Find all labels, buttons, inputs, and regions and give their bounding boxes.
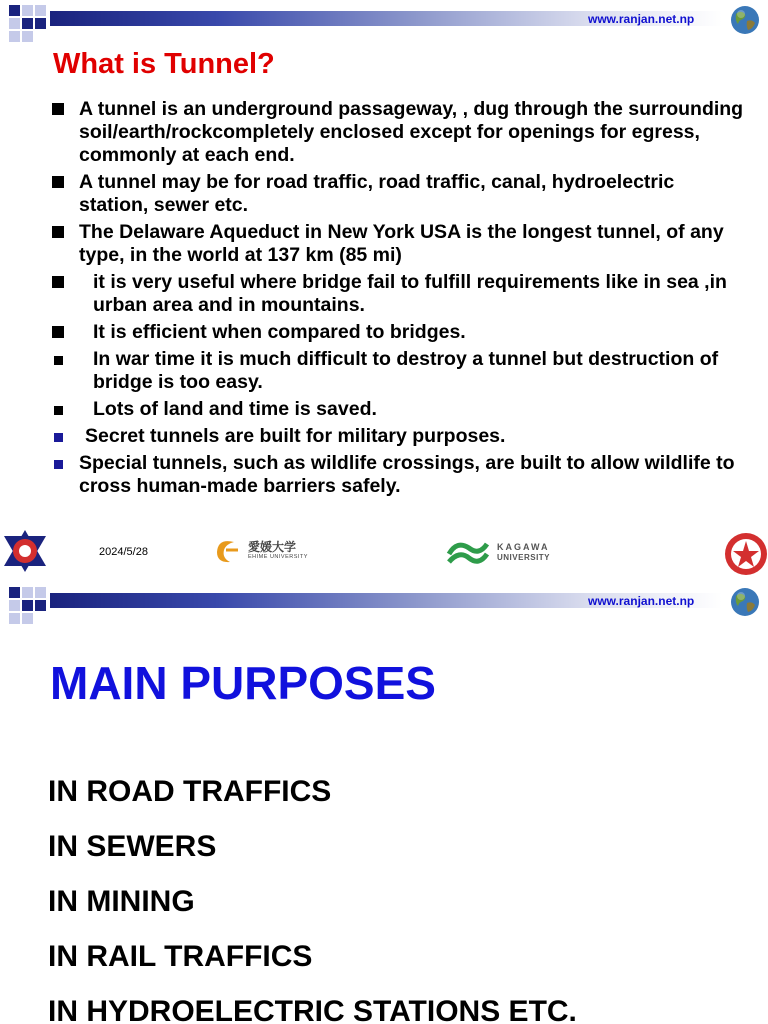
list-item: In war time it is much difficult to destroy a tunnel but destruction of bridge is too easy.: [0, 348, 768, 394]
list-item: Secret tunnels are built for military purposes.: [0, 425, 768, 448]
purpose-list: [48, 764, 577, 1024]
list-item: IN ROAD TRAFFICS: [48, 775, 332, 808]
list-item: The Delaware Aqueduct in New York USA is the longest tunnel, of any type, in the world at 137 km (85 mi): [0, 221, 768, 267]
nepal-emblem-logo: [2, 528, 48, 574]
list-item: A tunnel is an underground passageway, , dug through the surrounding soil/earth/rockcompletely enclosed except for openings for egress, commonly at each end.: [0, 98, 768, 167]
site-url[interactable]: www.ranjan.net.np: [588, 594, 695, 608]
ehime-emblem-icon: [212, 536, 242, 566]
ehime-university-logo: 愛媛大学 EHIME UNIVERSITY: [212, 536, 312, 566]
list-item: it is very useful where bridge fail to fulfill requirements like in sea ,in urban area and in mountains.: [0, 271, 768, 317]
bullet-list: [0, 98, 768, 502]
slide-title: MAIN PURPOSES: [50, 657, 436, 709]
slide-2: [0, 582, 768, 1024]
square-bullet-icon: [52, 176, 64, 188]
list-item: Lots of land and time is saved.: [0, 398, 768, 421]
kagawa-university-logo: KAGAWA UNIVERSITY: [445, 534, 560, 570]
square-bullet-icon: [54, 356, 63, 365]
list-item: IN RAIL TRAFFICS: [48, 940, 313, 973]
square-bullet-icon: [54, 460, 63, 469]
globe-icon: [730, 587, 760, 617]
square-bullet-icon: [54, 406, 63, 415]
square-bullet-icon: [54, 433, 63, 442]
list-item: It is efficient when compared to bridges.: [0, 321, 768, 344]
list-item: IN MINING: [48, 885, 195, 918]
kagawa-emblem-icon: [445, 534, 491, 570]
square-bullet-icon: [52, 103, 64, 115]
list-item: IN SEWERS: [48, 830, 217, 863]
globe-icon: [730, 5, 760, 35]
list-item: IN HYDROELECTRIC STATIONS ETC.: [48, 995, 577, 1024]
square-bullet-icon: [52, 226, 64, 238]
square-bullet-icon: [52, 276, 64, 288]
university-seal-logo: [724, 532, 768, 576]
square-bullet-icon: [52, 326, 64, 338]
slide-date: 2024/5/28: [99, 546, 148, 558]
site-url[interactable]: www.ranjan.net.np: [588, 12, 695, 26]
list-item: Special tunnels, such as wildlife crossings, are built to allow wildlife to cross human-made barriers safely.: [0, 452, 768, 498]
list-item: A tunnel may be for road traffic, road traffic, canal, hydroelectric station, sewer etc.: [0, 171, 768, 217]
slide-title: What is Tunnel?: [53, 48, 275, 80]
